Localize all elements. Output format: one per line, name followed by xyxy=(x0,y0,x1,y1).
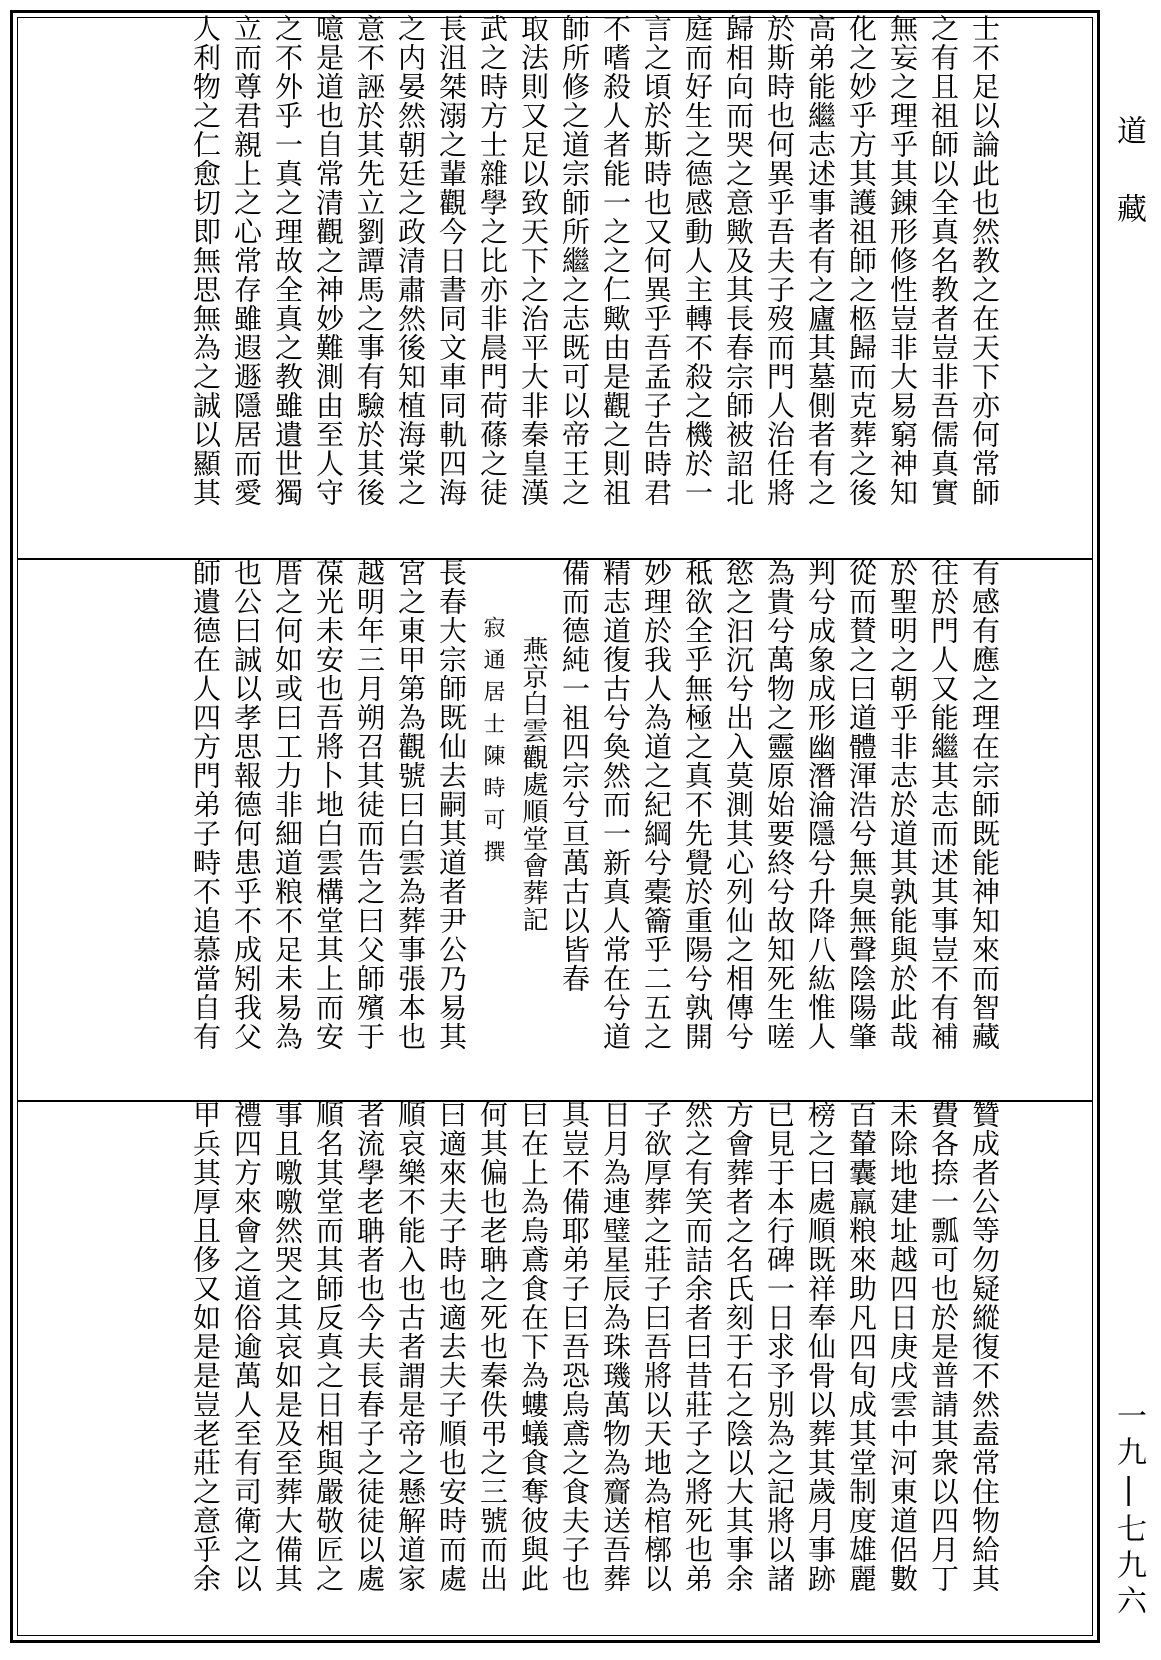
text-column: 意不誣於其先立劉譚馬之事有驗於其後 xyxy=(353,14,386,507)
text-column: 立而尊君親上之心常存雖遐遯隱居而愛 xyxy=(230,14,263,507)
text-column: 歸相向而哭之意歟及其長春宗師被詔北 xyxy=(722,14,755,507)
text-column: 言之頃於斯時也又何異乎吾孟子告時君 xyxy=(640,14,673,507)
text-column: 長沮桀溺之輩觀今日書同文車同軌四海 xyxy=(435,14,468,507)
text-column: 曰在上為烏鳶食在下為螻蟻食奪彼與此 xyxy=(517,1100,550,1593)
text-column: 慾之汩沉兮出入莫測其心列仙之相傳兮 xyxy=(722,558,755,1051)
text-column: 贊成者公等勿疑縱復不然盍常住物給其 xyxy=(968,1100,1001,1593)
text-column: 秪欲全乎無極之真不先覺於重陽兮孰開 xyxy=(681,558,714,1051)
text-panel-middle xyxy=(44,556,1004,1076)
text-column: 為貴兮萬物之靈原始要終兮故知死生嗟 xyxy=(763,558,796,1051)
text-column: 化之妙乎方其護祖師之柩歸而克葬之後 xyxy=(845,14,878,507)
text-column: 順哀樂不能入也古者謂是帝之懸解道家 xyxy=(394,1100,427,1593)
text-column: 事且噭噭然哭之其哀如是及至葬大備其 xyxy=(271,1100,304,1593)
text-column: 噫是道也自常清觀之神妙難測由至人守 xyxy=(312,14,345,507)
text-column: 妙理於我人為道之紀綱兮橐籥乎二五之 xyxy=(640,558,673,1051)
text-column: 不嗜殺人者能一之之仁歟由是觀之則祖 xyxy=(599,14,632,507)
text-column: 厝之何如或曰工力非細道粮不足未易為 xyxy=(271,558,304,1051)
text-panel-bottom xyxy=(44,1098,1004,1618)
text-panel-top xyxy=(44,12,1004,532)
text-column: 有感有應之理在宗師既能神知來而智藏 xyxy=(968,558,1001,1051)
text-column: 禮四方來會之道俗逾萬人至有司衛之以 xyxy=(230,1100,263,1593)
text-column: 者流學老聃者也今夫長春子之徒徒以處 xyxy=(353,1100,386,1593)
text-column: 無妄之理乎其錬形修性豈非大易窮神知 xyxy=(886,14,919,507)
text-column: 子欲厚葬之莊子曰吾將以天地為棺槨以 xyxy=(640,1100,673,1593)
text-column: 精志道復古兮奐然而一新真人常在兮道 xyxy=(599,558,632,1051)
text-column: 方會葬者之名氏刻于石之陰以大其事余 xyxy=(722,1100,755,1593)
text-column: 長春大宗師既仙去嗣其道者尹公乃易其 xyxy=(435,558,468,1051)
text-column: 庭而好生之德感動人主轉不殺之機於一 xyxy=(681,14,714,507)
text-column: 之有且祖師以全真名教者豈非吾儒真實 xyxy=(927,14,960,507)
text-column: 日月為連璧星辰為珠璣萬物為齎送吾葬 xyxy=(599,1100,632,1593)
text-column: 葆光未安也吾將卜地白雲構堂其上而安 xyxy=(312,558,345,1051)
text-column: 師遺德在人四方門弟子畤不追慕當自有 xyxy=(189,558,222,1051)
text-column: 人利物之仁愈切即無思無為之誠以顯其 xyxy=(189,14,222,507)
text-column: 具豈不備耶弟子曰吾恐烏鳶之食夫子也 xyxy=(558,1100,591,1593)
page-number: 一九|七九六 xyxy=(1111,1400,1146,1621)
text-column: 從而賛之曰道體渾浩兮無臭無聲陰陽肇 xyxy=(845,558,878,1051)
text-column: 也公曰誠以孝思報德何患乎不成矧我父 xyxy=(230,558,263,1051)
text-column: 之不外乎一真之理故全真之教雖遺世獨 xyxy=(271,14,304,507)
text-column: 未除地建址越四日庚戌雲中河東道侶數 xyxy=(886,1100,919,1593)
text-column: 越明年三月朔召其徒而告之曰父師殯于 xyxy=(353,558,386,1051)
text-column: 百輦囊羸粮來助凡四旬成其堂制度雄麗 xyxy=(845,1100,878,1593)
author-line: 寂通居士陳時可撰 xyxy=(480,616,505,872)
text-column: 何其偏也老聃之死也秦佚弔之三號而出 xyxy=(476,1100,509,1593)
text-column: 順名其堂而其師反真之日相與嚴敬匠之 xyxy=(312,1100,345,1593)
text-column: 於聖明之朝乎非志於道其孰能與於此哉 xyxy=(886,558,919,1051)
text-column: 甲兵其厚且侈又如是是豈老莊之意乎余 xyxy=(189,1100,222,1593)
text-column: 榜之曰處順既祥奉仙骨以葬其歲月事跡 xyxy=(804,1100,837,1593)
text-column: 曰適來夫子時也適去夫子順也安時而處 xyxy=(435,1100,468,1593)
text-column: 之内晏然朝廷之政清肅然後知植海棠之 xyxy=(394,14,427,507)
text-column: 高弟能繼志述事者有之廬其墓側者有之 xyxy=(804,14,837,507)
text-column: 費各捺一瓢可也於是普請其衆以四月丁 xyxy=(927,1100,960,1593)
text-column: 師所修之道宗師所繼之志既可以帝王之 xyxy=(558,14,591,507)
text-column: 判兮成象成形幽潛淪隱兮升降八紘惟人 xyxy=(804,558,837,1051)
text-column: 宮之東甲第為觀號曰白雲為葬事張本也 xyxy=(394,558,427,1051)
text-column: 取法則又足以致天下之治平大非秦皇漢 xyxy=(517,14,550,507)
collection-header: 道藏 xyxy=(1111,115,1146,271)
document-title: 燕京白雲觀處順堂會葬記 xyxy=(518,636,548,933)
text-column: 士不足以論此也然教之在天下亦何常師 xyxy=(968,14,1001,507)
text-column: 已見于本行碑一日求予別為之記將以諸 xyxy=(763,1100,796,1593)
text-column: 然之有笑而詰余者曰昔莊子之將死也弟 xyxy=(681,1100,714,1593)
text-column: 武之時方士雜學之比亦非晨門荷蓧之徒 xyxy=(476,14,509,507)
text-column: 備而德純一祖四宗兮亘萬古以皆春 xyxy=(558,558,591,993)
text-column: 於斯時也何異乎吾夫子歿而門人治任將 xyxy=(763,14,796,507)
text-column: 往於門人又能繼其志而述其事豈不有補 xyxy=(927,558,960,1051)
